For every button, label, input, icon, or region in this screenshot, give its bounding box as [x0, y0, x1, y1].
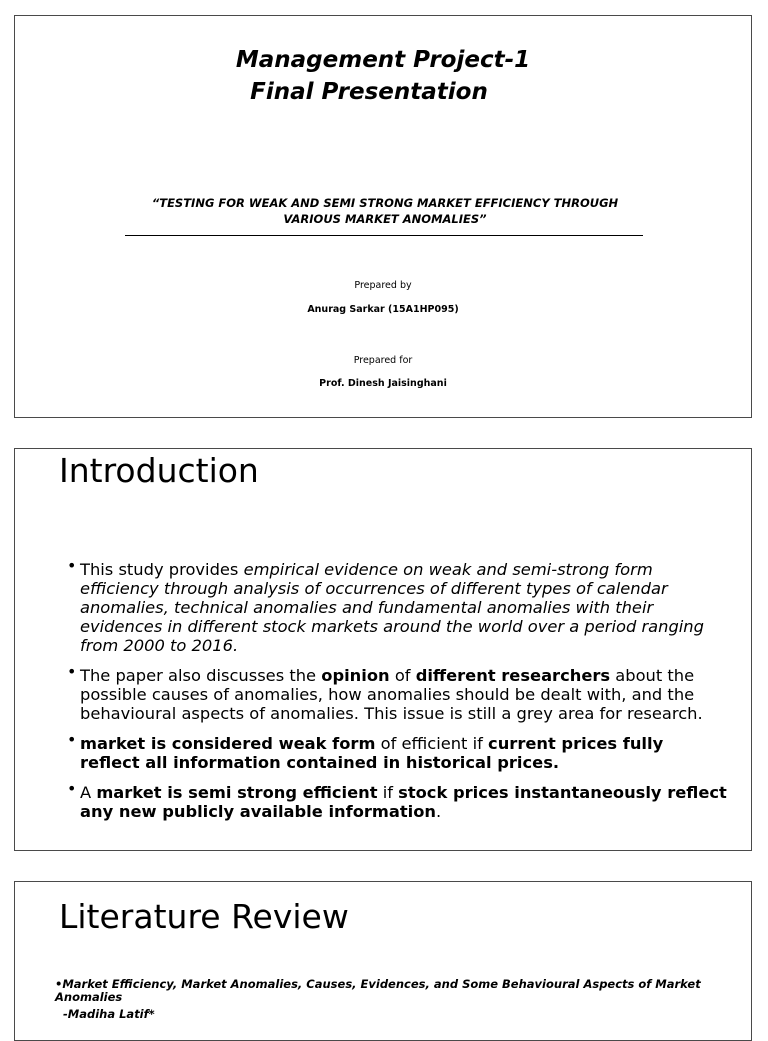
bullet-text-bold: current prices fully reflect all information contained in historical prices.	[80, 734, 664, 772]
slide-heading: Introduction	[59, 451, 259, 490]
prepared-for-label: Prepared for	[353, 355, 413, 366]
prepared-by-label: Prepared by	[354, 280, 412, 291]
bullet-text: of	[389, 666, 416, 685]
title-line-1: Management Project-1	[235, 47, 531, 73]
bullet-text-italic: empirical evidence on weak and semi-strong form efficiency through analysis of occurrences of different types of calendar anomalies, technical anomalies and fundamental anomalies with their evidences in different stock markets around the world over a period ranging from 2000 to 2016.	[80, 560, 704, 655]
bullet-text-bold: market is considered weak form	[80, 734, 376, 753]
slide-heading: Literature Review	[59, 897, 349, 936]
subtitle-line-1: “TESTING FOR WEAK AND SEMI STRONG MARKET EFFICIENCY THROUGH	[151, 196, 619, 210]
bullet-text-bold: stock prices instantaneously reflect any new publicly available information	[80, 783, 727, 821]
bullet-icon: •	[67, 662, 77, 681]
bullet-item	[67, 662, 727, 723]
bullet-text: The paper also discusses the	[80, 666, 322, 685]
title-slide	[14, 15, 752, 418]
bullet-text: if	[377, 783, 399, 802]
project-subtitle	[115, 195, 655, 227]
bullet-text: about the possible causes of anomalies, how anomalies should be dealt with, and the behavioural aspects of anomalies. This issue is still a grey area for research.	[80, 666, 703, 723]
bullet-text-bold: opinion	[321, 666, 390, 685]
bullet-item	[67, 556, 727, 655]
bullet-text-bold: different researchers	[415, 666, 611, 685]
bullet-text-bold: market is semi strong efficient	[96, 783, 378, 802]
author-name: Anurag Sarkar (15A1HP095)	[307, 304, 459, 315]
bullet-icon: •	[67, 779, 77, 798]
literature-review-slide	[14, 881, 752, 1041]
reference-title: •Market Efficiency, Market Anomalies, Causes, Evidences, and Some Behavioural Aspects of Market Anomalies	[55, 977, 701, 1004]
bullet-text: A	[80, 783, 97, 802]
bullet-text: .	[436, 802, 442, 821]
subtitle-divider	[125, 235, 643, 236]
bullet-item	[67, 730, 727, 772]
introduction-slide	[14, 448, 752, 851]
bullet-icon: •	[67, 730, 77, 749]
bullet-text: This study provides	[80, 560, 244, 579]
bullet-icon: •	[67, 556, 77, 575]
bullet-text: of efficient if	[375, 734, 489, 753]
professor-name: Prof. Dinesh Jaisinghani	[319, 378, 447, 389]
title-line-2: Final Presentation	[250, 79, 488, 105]
bullet-list	[67, 556, 727, 832]
bullet-item	[67, 779, 727, 821]
reference-author: -Madiha Latif*	[63, 1007, 155, 1021]
subtitle-line-2: VARIOUS MARKET ANOMALIES”	[283, 212, 487, 226]
